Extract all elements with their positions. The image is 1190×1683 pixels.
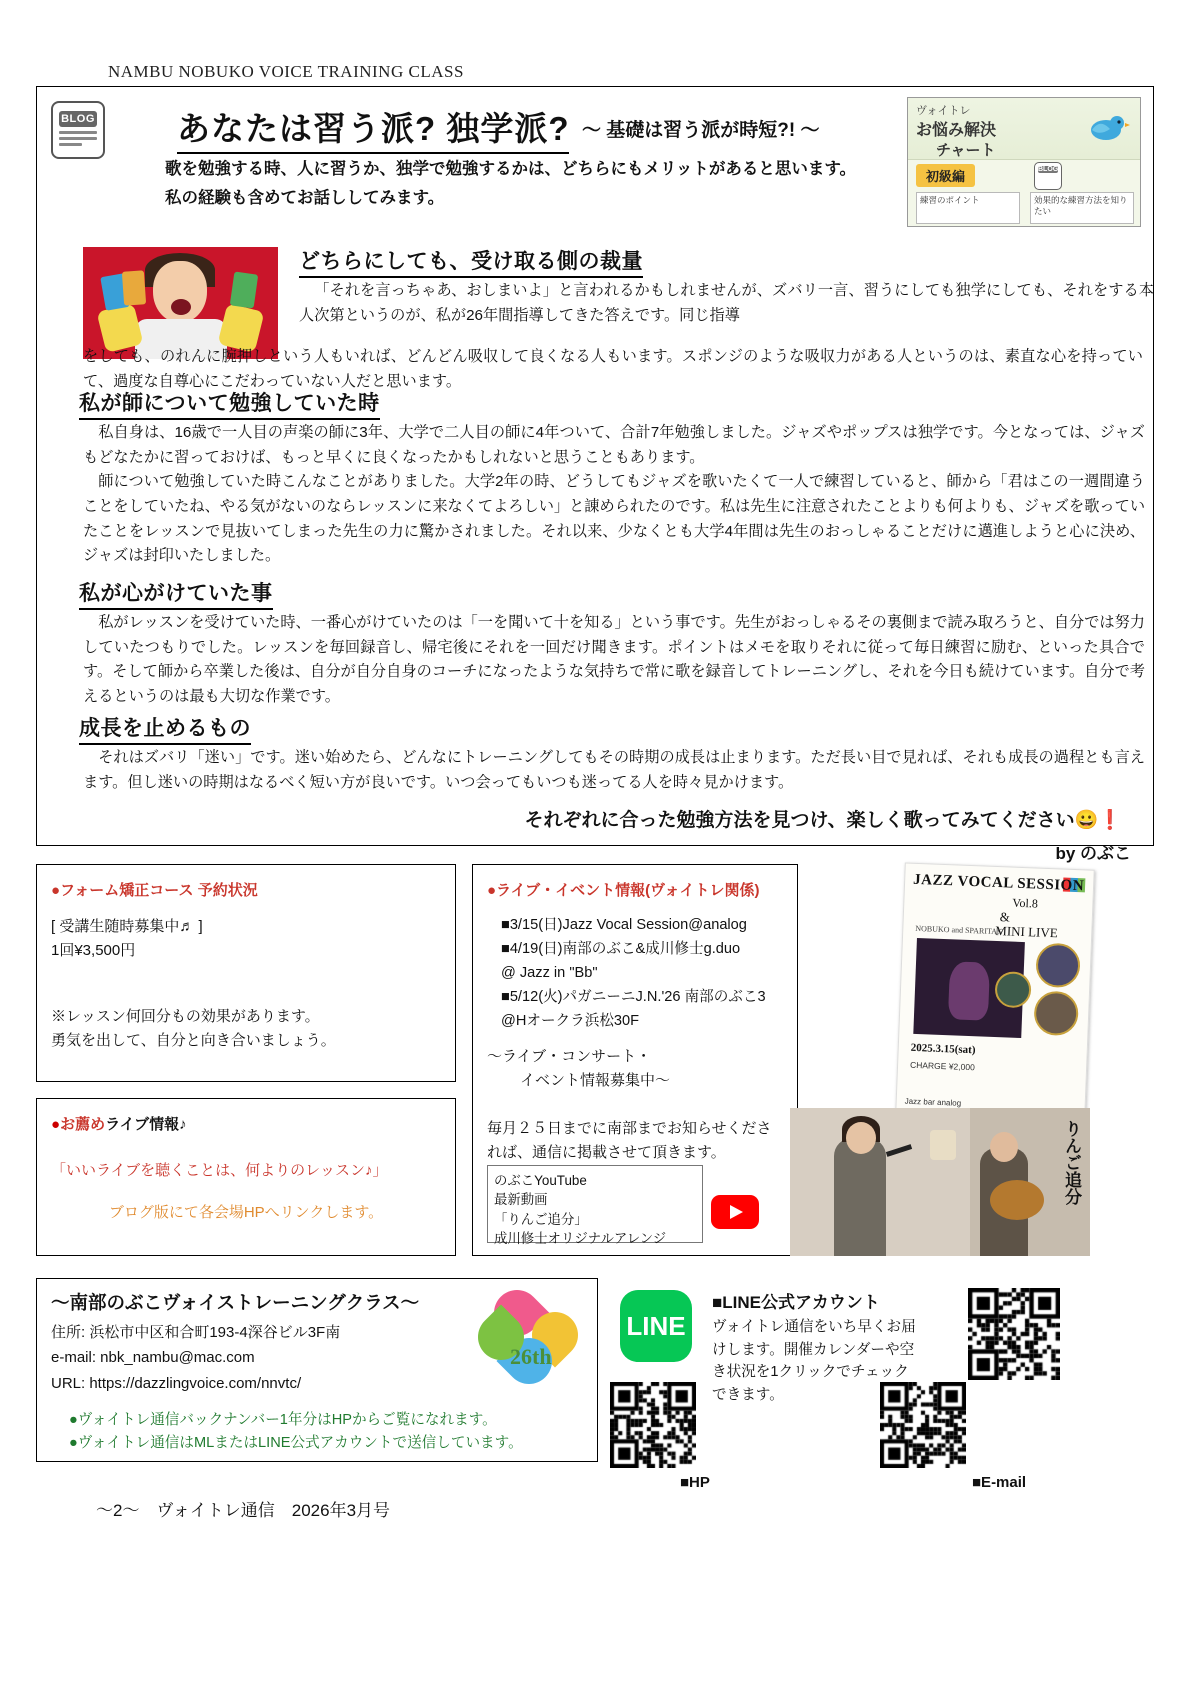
ringo-performance-photo [790,1108,1090,1256]
flyer-title: JAZZ VOCAL SESSION [912,871,1085,895]
article-signature: by のぶこ [1055,844,1131,863]
flyer-mini-live: MINI LIVE [995,922,1059,941]
recommend-live-bullet: ● [51,1116,61,1133]
consult-chart-blog-icon-label: BLOG [1038,166,1059,173]
section-3-heading: 私が心がけていた事 [79,577,273,610]
section-4-heading: 成長を止めるもの [79,712,251,745]
section-4-body [83,746,1145,795]
event-item-sub: @Hオークラ浜松30F [501,1013,640,1030]
bird-icon [1084,110,1130,144]
flyer-vol: Vol.8 [1012,895,1039,911]
recommend-live-title-rest: ライブ情報♪ [105,1116,187,1133]
flyer-artist: NOBUKO and SPARITA!? [915,923,1004,937]
qr-hp-label: ■HP [680,1474,710,1491]
recommend-live-link-note[interactable]: ブログ版にて各会場HPへリンクします。 [108,1204,384,1221]
school-name: 〜南部のぶこヴォイストレーニングクラス〜 [51,1292,420,1313]
recommend-live-title-red: お薦め [60,1116,106,1133]
section-1-paragraph-2: をしても、のれんに腕押しという人もいれば、どんどん吸収して良くなる人もいます。スポンジのような吸収力がある人というのは、素直な心を持っていて、過度な自尊心にこだわっていない人だと思います。 [83,348,1143,390]
qr-email-label: ■E-mail [972,1474,1027,1491]
flyer-circle-photo-3 [994,971,1031,1008]
article-container [36,86,1154,863]
section-1-heading-wrap [299,245,643,278]
event-item: ■3/15(日)Jazz Vocal Session@analog [501,917,747,933]
line-icon[interactable] [620,1290,692,1362]
line-account-text: ヴォイトレ通信をいち早くお届けします。開催カレンダーや空き状況を1クリックでチェックできます。 [712,1319,916,1403]
consult-chart-badge: 初級編 [916,164,975,187]
recommend-live-quote: 「いいライブを聴くことは、何よりのレッスン♪」 [51,1162,388,1179]
form-course-inner [37,865,455,1053]
event-item-sub: @ Jazz in "Bb" [501,965,598,982]
consult-chart-card [907,97,1141,227]
flyer-and: & [999,909,1011,925]
event-info-box [472,864,798,1256]
form-course-line-4: 勇気を出して、自分と向き合いましょう。 [51,1032,336,1049]
event-info-title: ●ライブ・イベント情報(ヴォイトレ関係) [487,882,760,899]
section-4-paragraph-1: それはズバリ「迷い」です。迷い始めたら、どんなにトレーニングしてもその時期の成長は止まります。ただ長い目で見れば、それも成長の過程とも言えます。但し迷いの時期はなるべく短い方が良いです。いつ会ってもいつも迷ってる人を時々見かけます。 [83,749,1145,791]
recommend-live-inner [37,1099,455,1225]
youtube-line-1: のぶこYouTube [494,1173,587,1188]
section-3-heading-wrap [79,577,273,610]
consult-chart-line1: ヴォイトレ [916,105,971,117]
section-3-paragraph-1: 私がレッスンを受けていた時、一番心がけていたのは「一を聞いて十を知る」という事です。先生がおっしゃるその裏側まで読み取ろうと、自分では努力していたつもりでした。レッスンを毎回録音し、帰宅後にそれを一回だけ聞きます。ポイントはメモを取りそれに従って毎日練習に励む、といった具合です。そして師から卒業した後は、自分が自分自身のコーチになったような気持ちで常に歌を録音してトレーニングし、それを今日も続けています。自分で考えるというのは最も大切な作業です。 [83,614,1145,705]
qr-code-email[interactable] [880,1382,966,1468]
section-1-paragraph-1-wrap [299,279,1154,328]
footer-note-1: ●ヴォイトレ通信バックナンバー1年分はHPからご覧になれます。 [69,1411,497,1428]
youtube-info-box [487,1165,703,1247]
article-closing: それぞれに合った勉強方法を見つけ、楽しく歌ってみてください😀❗ [524,810,1122,831]
article-title: あなたは習う派? 独学派? [177,103,569,154]
article-lead: 歌を勉強する時、人に習うか、独学で勉強するかは、どちらにもメリットがあると思います。私の経験も含めてお話ししてみます。 [165,160,857,207]
recommend-live-title [51,1113,441,1137]
form-course-title: ●フォーム矯正コース 予約状況 [51,882,258,899]
youtube-line-4: 成川修士オリジナルアレンジ [494,1231,667,1247]
youtube-play-icon[interactable] [711,1195,759,1229]
ringo-caption: りんご追分 [1062,1120,1081,1205]
flyer-charge: CHARGE ¥2,000 [909,1059,975,1073]
article-subtitle: 〜 基礎は習う派が時短?! 〜 [582,120,820,141]
section-4-heading-wrap [79,712,251,745]
event-item: ■5/12(火)パガニーニJ.N.'26 南部のぶこ3 [501,989,766,1006]
consult-chart-blog-icon [1034,162,1062,190]
section-3-body [83,611,1145,710]
anniversary-logo [480,1288,590,1393]
school-address: 住所: 浜松市中区和合町193-4深谷ビル3F南 [51,1324,341,1341]
event-info-inner [473,865,797,1165]
event-call-line-1: 〜ライブ・コンサート・ [487,1048,652,1066]
form-course-line-2: 1回¥3,500円 [51,942,136,959]
blog-icon [51,101,105,159]
section-2-body [83,421,1145,569]
school-url[interactable]: URL: https://dazzlingvoice.com/nnvtc/ [51,1374,302,1392]
school-email[interactable]: e-mail: nbk_nambu@mac.com [51,1349,255,1367]
footer-note-2: ●ヴォイトレ通信はMLまたはLINE公式アカウントで送信しています。 [69,1435,523,1452]
consult-chart-header [908,98,1140,160]
consult-chart-box-left: 練習のポイント [916,192,1020,224]
form-course-line-3: ※レッスン何回分もの効果があります。 [51,1008,320,1025]
section-2-heading: 私が師について勉強していた時 [79,387,380,420]
flyer-circle-photo-2 [1033,991,1079,1037]
youtube-line-3: 「りんご追分」 [494,1211,588,1227]
section-2-heading-wrap [79,387,380,420]
blog-icon-lines [59,131,97,149]
youtube-line-2: 最新動画 [494,1192,548,1208]
qr-code-line[interactable] [968,1288,1060,1380]
qr-code-hp[interactable] [610,1382,696,1468]
form-course-line-1: [ 受講生随時募集中♬ ] [51,918,203,935]
section-2-paragraph-2: 師について勉強していた時こんなことがありました。大学2年の時、どうしてもジャズを歌いたくて一人で練習していると、師から「君はこの一週間違うことをしていたね、やる気がないのならレッスンに来なくてよろしい」と諌められたのです。私は先生に注意されたことよりも何よりも、ジャズを歌っていたことをレッスンで見抜いてしまった先生の力に驚かされました。それ以来、少なくとも大学4年間は先生のおっしゃることだけに邁進しようと心に決め、ジャズは封印いたしました。 [83,473,1145,565]
event-call-line-2: イベント情報募集中〜 [520,1072,671,1090]
consult-chart-line3: チャート [936,142,996,159]
flyer-venue: Jazz bar analog [904,1096,962,1108]
consult-chart-line2: お悩み解決 [916,122,997,139]
page-footer: 〜2〜 ヴォイトレ通信 2026年3月号 [96,1501,391,1520]
flyer-date: 2025.3.15(sat) [910,1041,976,1057]
blog-icon-label: BLOG [59,111,97,127]
event-note: 毎月２５日までに南部までお知らせくだされば、通信に掲載させて頂きます。 [487,1120,772,1162]
consult-chart-box-right: 効果的な練習方法を知りたい [1030,192,1134,224]
line-icon-label: LINE [626,1310,686,1341]
section-1-heading: どちらにしても、受け取る側の裁量 [299,245,643,278]
event-flyer-image [895,862,1094,1119]
section-2-paragraph-1: 私自身は、16歳で一人目の声楽の師に3年、大学で二人目の師に4年ついて、合計7年勉強しました。ジャズやポップスは独学です。今となっては、ジャズもどなたかに習っておけば、もっと早くに良くなったかもしれないと思うこともあります。 [83,424,1145,466]
form-course-box [36,864,456,1082]
event-list [487,913,783,1033]
event-item: ■4/19(日)南部のぶこ&成川修士g.duo [501,941,741,958]
masthead: NAMBU NOBUKO VOICE TRAINING CLASS [108,62,464,81]
line-account-title: ■LINE公式アカウント [712,1293,880,1312]
flyer-circle-photo-1 [1035,943,1081,989]
section-1-paragraph-1: 「それを言っちゃあ、おしまいよ」と言われるかもしれませんが、ズバリ一言、習うにしても独学にしても、それをする本人次第というのが、私が26年間指導してきた答えです。同じ指導 [299,282,1154,324]
recommend-live-box [36,1098,456,1256]
photo-girl [83,247,278,359]
anniversary-logo-text: 26th [510,1344,552,1369]
